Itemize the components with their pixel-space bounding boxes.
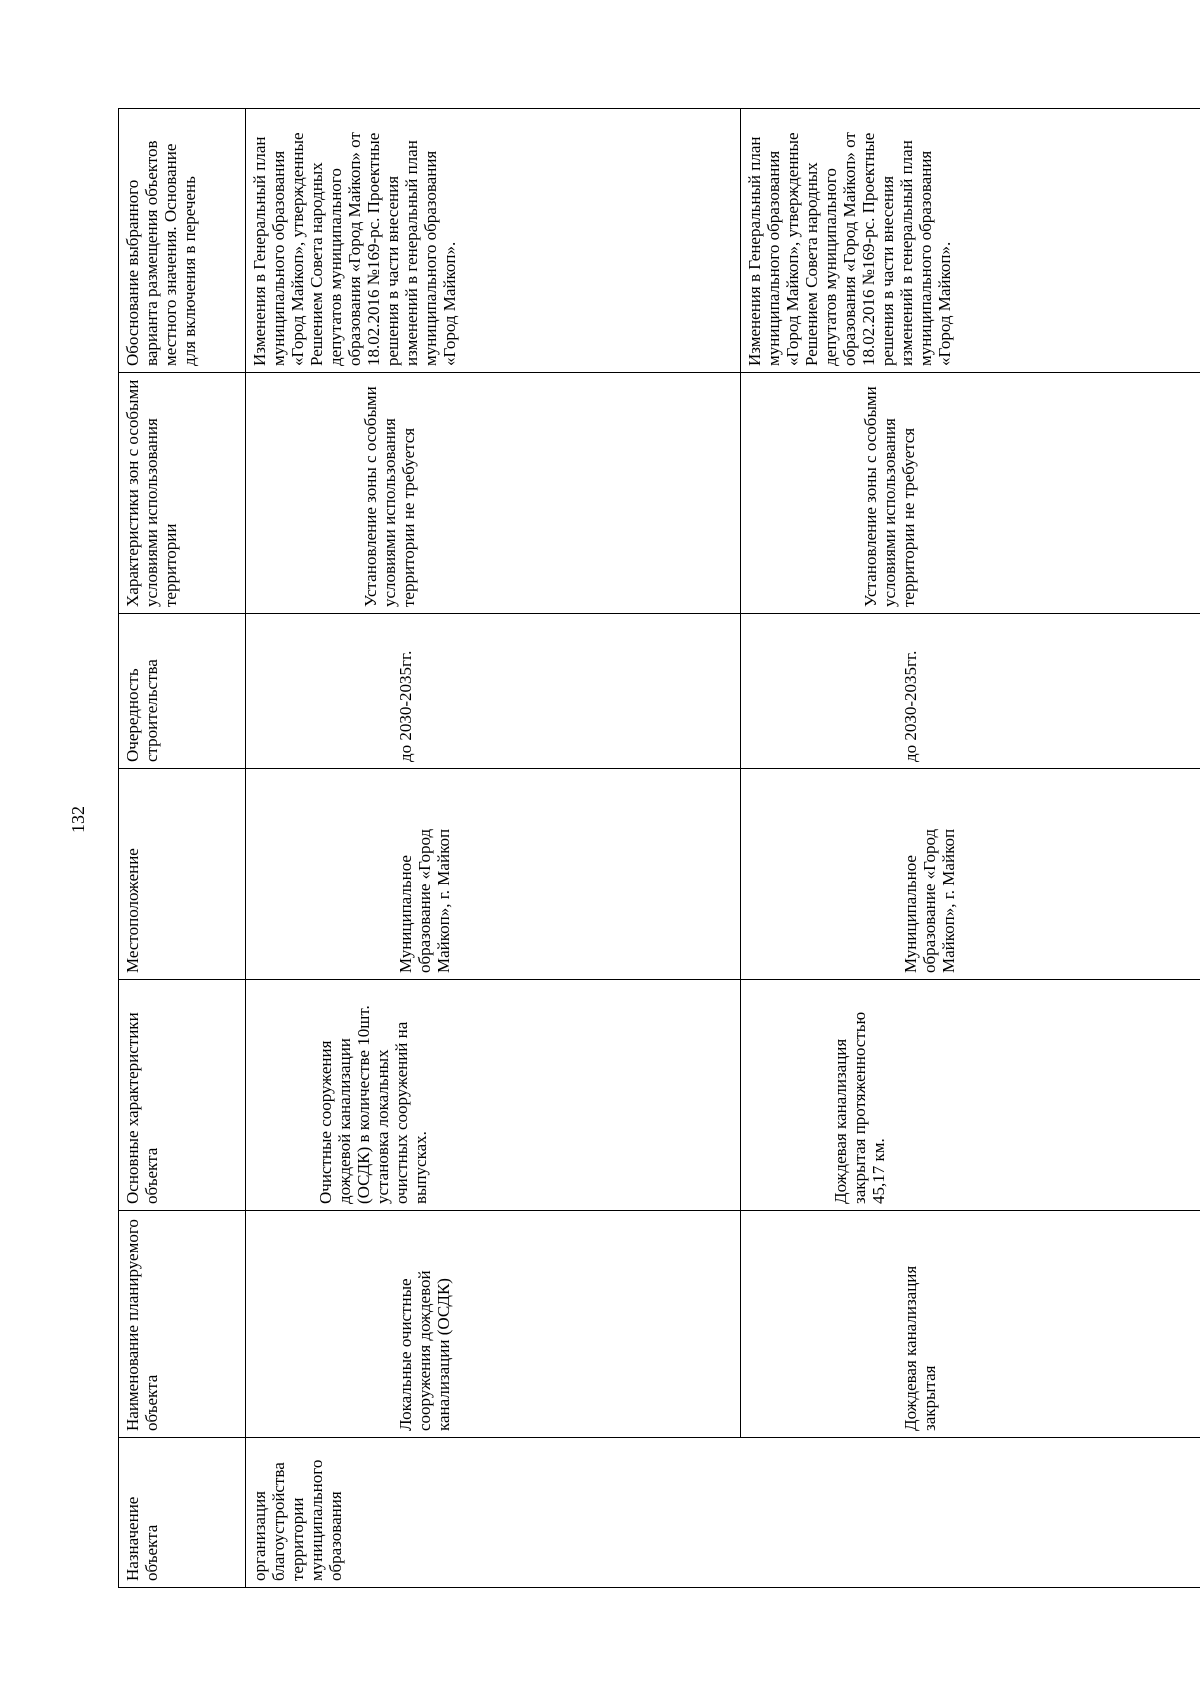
cell-basis: Изменения в Генеральный план муниципального образования «Город Майкоп», утвержденные Решением Совета народных депутатов муниципального образования «Город Майкоп» от 18.02.2016 №169-рс. Проектные решения в части внесения изменений в генеральный план муниципального образования «Город Майкоп». xyxy=(741,109,1200,373)
cell-period: до 2030-2035гг. xyxy=(741,614,1200,769)
planned-objects-table xyxy=(118,108,1200,1588)
cell-zones: Установление зоны с особыми условиями использования территории не требуется xyxy=(246,373,741,614)
header-location: Местоположение xyxy=(119,769,246,980)
cell-purpose: организация благоустройства территории муниципального образования xyxy=(246,1438,1200,1588)
header-name: Наименование планируемого объекта xyxy=(119,1211,246,1438)
cell-name: Локальные очистные сооружения дождевой канализации (ОСДК) xyxy=(246,1211,741,1438)
cell-name: Дождевая канализация закрытая xyxy=(741,1211,1200,1438)
cell-location: Муниципальное образование «Город Майкоп», г. Майкоп xyxy=(741,769,1200,980)
cell-characteristics: Дождевая канализация закрытая протяженностью 45,17 км. xyxy=(741,980,1200,1211)
page-number: 132 xyxy=(68,806,88,833)
header-basis: Обоснование выбранного варианта размещения объектов местного значения. Основание для включения в перечень xyxy=(119,109,246,373)
rotated-table-container xyxy=(118,115,961,1588)
cell-basis: Изменения в Генеральный план муниципального образования «Город Майкоп», утвержденные Решением Совета народных депутатов муниципального образования «Город Майкоп» от 18.02.2016 №169-рс. Проектные решения в части внесения изменений в генеральный план муниципального образования «Город Майкоп». xyxy=(246,109,741,373)
header-characteristics: Основные характеристики объекта xyxy=(119,980,246,1211)
cell-location: Муниципальное образование «Город Майкоп», г. Майкоп xyxy=(246,769,741,980)
header-purpose: Назначение объекта xyxy=(119,1438,246,1588)
cell-period: до 2030-2035гг. xyxy=(246,614,741,769)
header-period: Очередность строительства xyxy=(119,614,246,769)
cell-zones: Установление зоны с особыми условиями использования территории не требуется xyxy=(741,373,1200,614)
table-row xyxy=(741,109,1200,1588)
cell-characteristics: Очистные сооружения дождевой канализации (ОСДК) в количестве 10шт. установка локальных очистных сооружений на выпусках. xyxy=(246,980,741,1211)
header-zones: Характеристики зон с особыми условиями использования территории xyxy=(119,373,246,614)
table-row xyxy=(246,109,741,1588)
table-header-row xyxy=(119,109,246,1588)
